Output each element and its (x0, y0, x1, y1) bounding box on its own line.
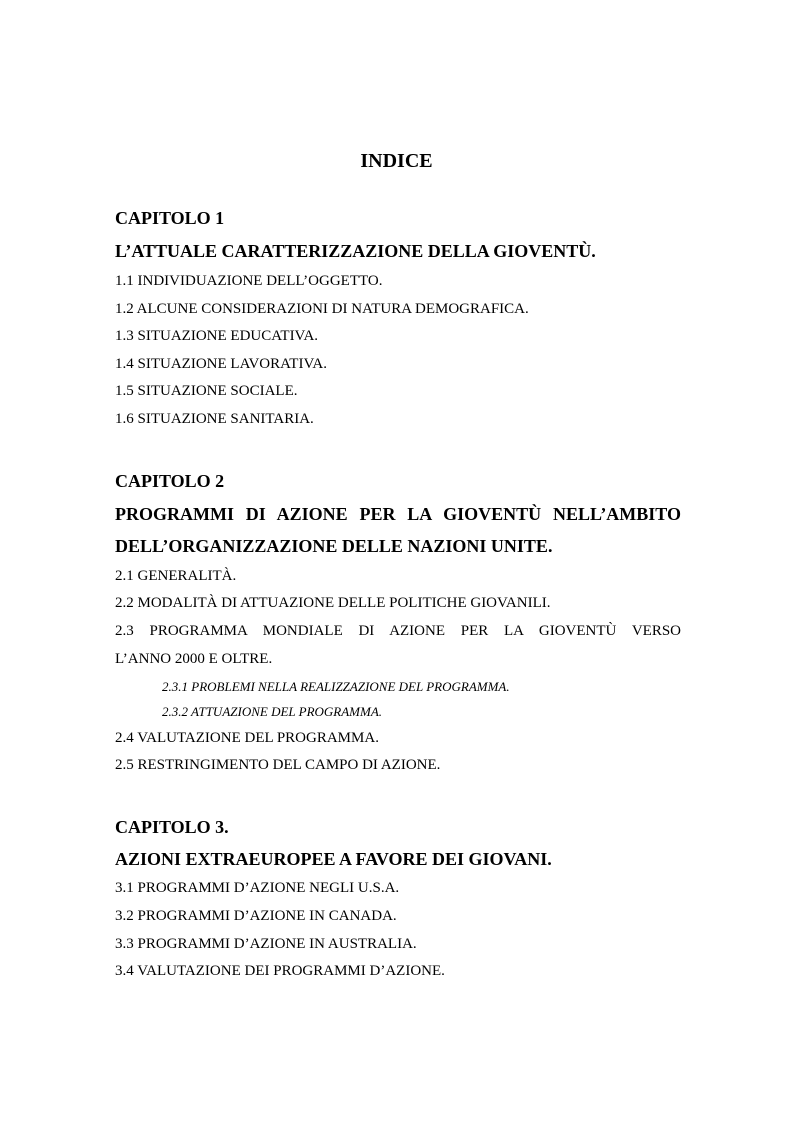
toc-entry-1-6: 1.6 SITUAZIONE SANITARIA. (115, 411, 314, 427)
toc-entry-1-5: 1.5 SITUAZIONE SOCIALE. (115, 383, 298, 399)
toc-entry-2-4: 2.4 VALUTAZIONE DEL PROGRAMMA. (115, 730, 379, 746)
page-title: INDICE (360, 150, 433, 172)
toc-entry-3-2: 3.2 PROGRAMMI D’AZIONE IN CANADA. (115, 908, 397, 924)
chapter-3-label: CAPITOLO 3. (115, 817, 229, 837)
toc-entry-2-2: 2.2 MODALITÀ DI ATTUAZIONE DELLE POLITICHE GIOVANILI. (115, 595, 551, 611)
chapter-2-title-line-2: DELL’ORGANIZZAZIONE DELLE NAZIONI UNITE. (115, 536, 553, 556)
toc-subentry-2-3-1: 2.3.1 PROBLEMI NELLA REALIZZAZIONE DEL PROGRAMMA. (162, 679, 510, 694)
chapter-2-title-line-1: PROGRAMMI DI AZIONE PER LA GIOVENTÙ NELL’AMBITO (115, 504, 681, 524)
toc-entry-3-1: 3.1 PROGRAMMI D’AZIONE NEGLI U.S.A. (115, 880, 400, 896)
chapter-2-label: CAPITOLO 2 (115, 471, 225, 491)
toc-entry-2-3-continued: L’ANNO 2000 E OLTRE. (115, 651, 273, 667)
toc-entry-1-3: 1.3 SITUAZIONE EDUCATIVA. (115, 328, 319, 344)
chapter-3-title: AZIONI EXTRAEUROPEE A FAVORE DEI GIOVANI. (115, 849, 552, 869)
toc-subentry-2-3-2: 2.3.2 ATTUAZIONE DEL PROGRAMMA. (162, 704, 383, 719)
toc-entry-2-3: 2.3 PROGRAMMA MONDIALE DI AZIONE PER LA GIOVENTÙ VERSO (115, 623, 681, 639)
toc-entry-3-3: 3.3 PROGRAMMI D’AZIONE IN AUSTRALIA. (115, 936, 417, 952)
chapter-1-label: CAPITOLO 1 (115, 208, 225, 228)
toc-entry-1-1: 1.1 INDIVIDUAZIONE DELL’OGGETTO. (115, 273, 383, 289)
toc-entry-3-4: 3.4 VALUTAZIONE DEI PROGRAMMI D’AZIONE. (115, 963, 445, 979)
chapter-1-title: L’ATTUALE CARATTERIZZAZIONE DELLA GIOVENTÙ. (115, 241, 596, 261)
toc-entry-1-2: 1.2 ALCUNE CONSIDERAZIONI DI NATURA DEMOGRAFICA. (115, 301, 529, 317)
toc-entry-2-1: 2.1 GENERALITÀ. (115, 568, 237, 584)
toc-entry-1-4: 1.4 SITUAZIONE LAVORATIVA. (115, 356, 327, 372)
toc-entry-2-5: 2.5 RESTRINGIMENTO DEL CAMPO DI AZIONE. (115, 757, 441, 773)
